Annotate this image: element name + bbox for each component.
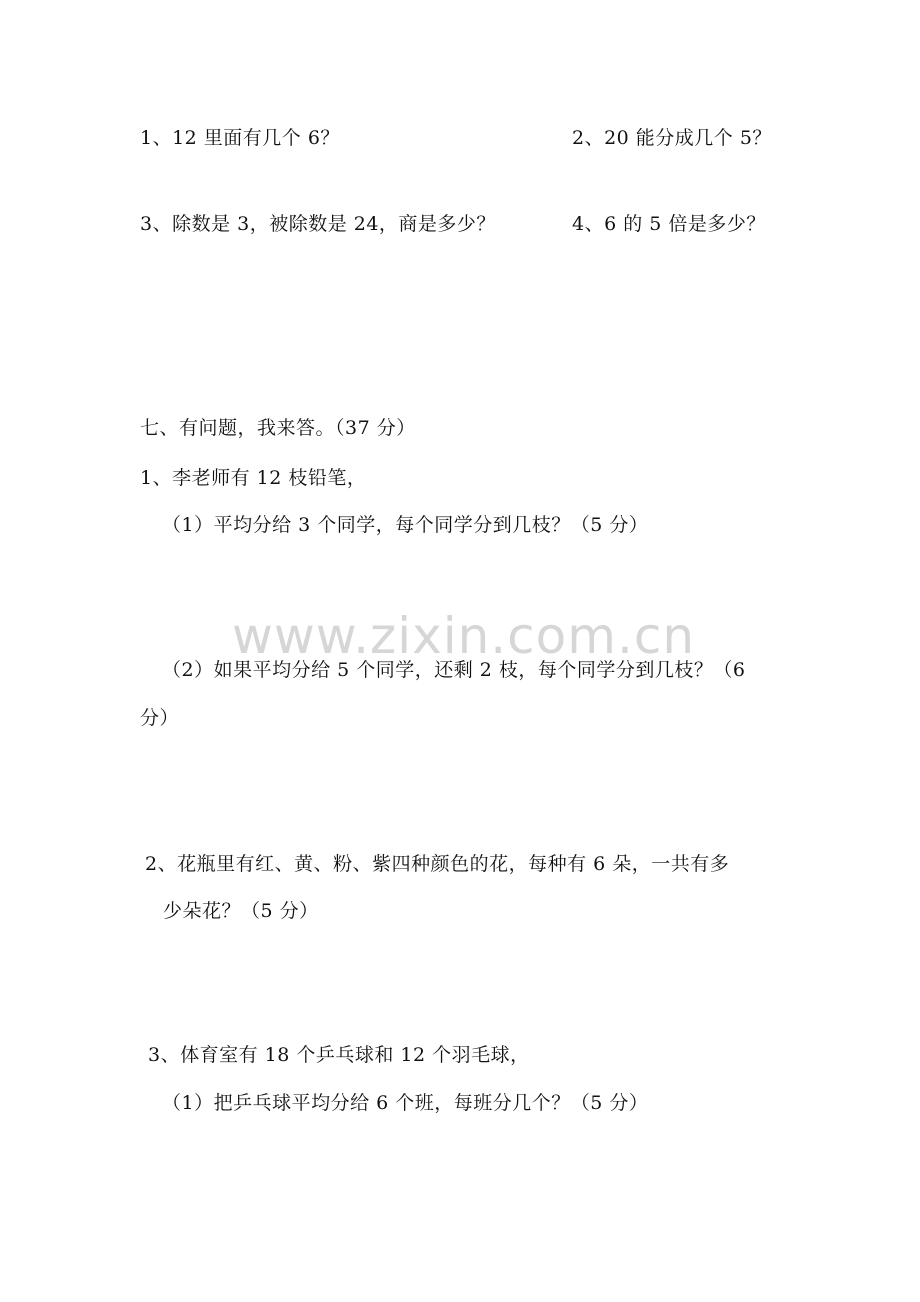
- section7-title: 七、有问题，我来答。（37 分）: [140, 417, 416, 439]
- problem-1-stem: 1、李老师有 12 枝铅笔，: [140, 467, 367, 489]
- problem-2-line-2: 少朵花？（5 分）: [163, 900, 319, 922]
- section6-question-3: 3、除数是 3，被除数是 24，商是多少？: [140, 213, 496, 235]
- watermark: www.zixin.com.cn: [232, 607, 696, 665]
- section6-question-1: 1、12 里面有几个 6？: [140, 127, 340, 149]
- problem-1-part-2-line-2: 分）: [140, 707, 180, 729]
- problem-1-part-2-line-1: （2）如果平均分给 5 个同学，还剩 2 枝，每个同学分到几枝？（6: [162, 659, 746, 681]
- problem-3-part-1: （1）把乒乓球平均分给 6 个班，每班分几个？（5 分）: [162, 1092, 649, 1114]
- section6-question-4: 4、6 的 5 倍是多少？: [572, 213, 766, 235]
- section6-question-2: 2、20 能分成几个 5？: [572, 127, 772, 149]
- problem-3-stem: 3、体育室有 18 个乒乓球和 12 个羽毛球，: [148, 1044, 530, 1066]
- problem-1-part-1: （1）平均分给 3 个同学，每个同学分到几枝？（5 分）: [162, 514, 649, 536]
- problem-2-line-1: 2、花瓶里有红、黄、粉、紫四种颜色的花，每种有 6 朵，一共有多: [145, 853, 730, 875]
